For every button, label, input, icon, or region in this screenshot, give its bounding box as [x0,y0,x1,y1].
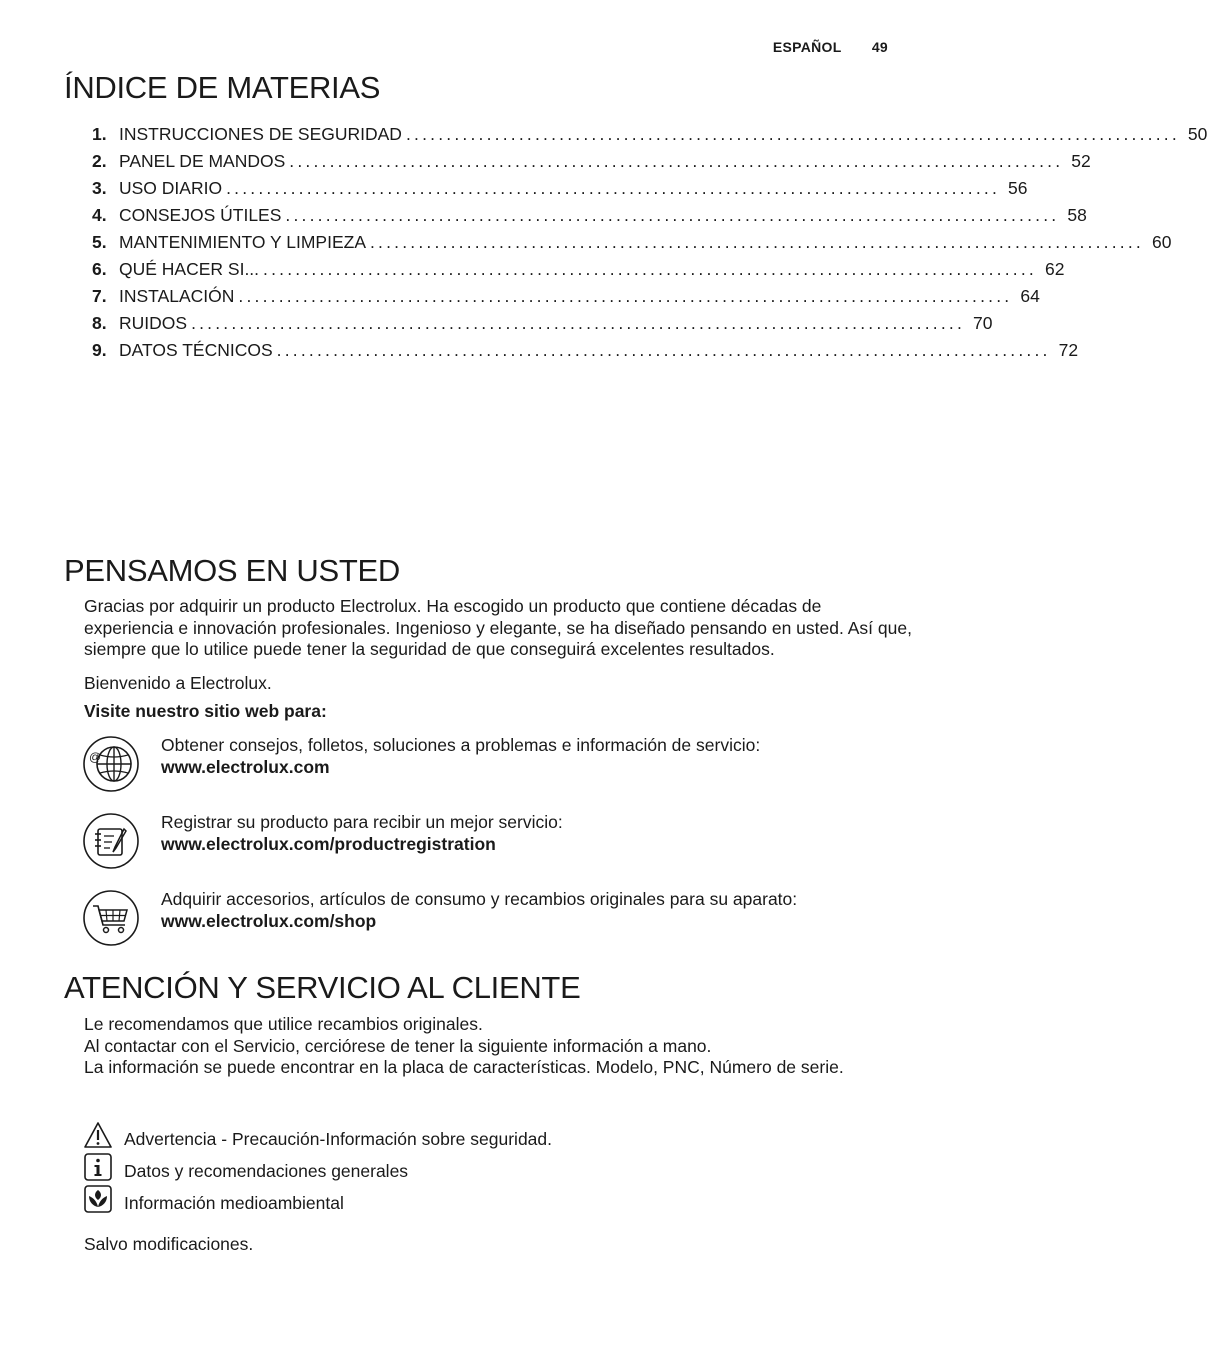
toc-item[interactable] [92,286,1040,313]
website-item-text-block [161,735,760,778]
legend-text: Información medioambiental [124,1193,344,1213]
welcome-text: Bienvenido a Electrolux. [84,673,272,693]
environment-leaf-icon [84,1185,112,1213]
toc-item-number: 8. [92,313,107,333]
toc-item-page: 60 [1151,232,1172,252]
toc-item-page: 50 [1187,124,1207,144]
toc-item-number: 7. [92,286,107,306]
toc-item-number: 4. [92,205,107,225]
toc-title: ÍNDICE DE MATERIAS [64,70,381,105]
toc-item[interactable] [92,124,1207,151]
toc-dot-leader: ................................................................................................ [289,151,1064,171]
website-description: Adquirir accesorios, artículos de consumo y recambios originales para su aparato: [161,889,798,909]
toc-item-label: MANTENIMIENTO Y LIMPIEZA [119,232,366,252]
toc-item-label: INSTRUCCIONES DE SEGURIDAD [119,124,402,144]
page-number: 49 [871,39,888,55]
toc-item-page: 72 [1058,340,1079,360]
toc-item[interactable] [92,340,1079,367]
toc-item-page: 56 [1008,178,1028,198]
website-link[interactable]: www.electrolux.com/productregistration [161,833,496,854]
info-icon [84,1153,112,1181]
legend-item-info [84,1161,684,1191]
website-item-text-block [161,812,563,855]
website-description: Registrar su producto para recibir un mejor servicio: [161,812,563,832]
language-label: ESPAÑOL [772,39,842,55]
visit-label: Visite nuestro sitio web para: [84,701,327,721]
legend-item-environment [84,1193,684,1223]
website-description: Obtener consejos, folletos, soluciones a problemas e información de servicio: [161,735,761,755]
toc-dot-leader: ................................................................................................ [226,178,1001,198]
toc-item[interactable] [92,259,1065,286]
toc-item-page: 52 [1071,151,1091,171]
website-item-text-block [161,889,797,932]
website-link[interactable]: www.electrolux.com [161,756,330,777]
toc-item-label: RUIDOS [119,313,188,333]
toc-item-label: DATOS TÉCNICOS [119,340,273,360]
toc-item[interactable] [92,151,1091,178]
toc-item[interactable] [92,178,1028,205]
globe-at-icon [82,735,140,793]
section-title-customer-care: ATENCIÓN Y SERVICIO AL CLIENTE [64,970,581,1005]
care-line: Al contactar con el Servicio, cerciórese de tener la siguiente información a mano. [84,1035,712,1056]
toc-dot-leader: ................................................................................................ [238,286,1013,306]
toc-item-label: QUÉ HACER SI... [119,259,260,279]
toc-dot-leader: ................................................................................................ [276,340,1051,360]
toc-dot-leader: ................................................................................................ [285,205,1060,225]
toc-item[interactable] [92,313,993,340]
toc-item-label: CONSEJOS ÚTILES [119,205,282,225]
intro-paragraph: Gracias por adquirir un producto Electrolux. Ha escogido un producto que contiene décadas de experiencia e innovación profesionales. Ingenioso y elegante, se ha diseñado pensando en usted. Así que, siempre que lo utilice puede tener la seguridad de que conseguirá excelentes resultados. [84,596,912,659]
customer-care-text [84,1014,914,1079]
footer-note: Salvo modificaciones. [84,1234,254,1254]
table-of-contents [92,124,1207,367]
toc-item-page: 64 [1020,286,1040,306]
website-link[interactable]: www.electrolux.com/shop [161,910,377,931]
toc-dot-leader: ................................................................................................ [370,232,1144,252]
toc-item-number: 9. [92,340,107,360]
toc-item-number: 5. [92,232,107,252]
warning-icon [84,1121,112,1149]
toc-item-number: 3. [92,178,107,198]
toc-dot-leader: ................................................................................................ [191,313,966,333]
legend-text: Advertencia - Precaución-Información sobre seguridad. [124,1129,552,1149]
toc-item-number: 1. [92,124,107,144]
toc-item[interactable] [92,205,1087,232]
toc-item-page: 70 [973,313,993,333]
section-title-thinking: PENSAMOS EN USTED [64,553,400,588]
shopping-cart-icon [82,889,140,947]
toc-dot-leader: ................................................................................................ [263,259,1037,279]
care-line: La información se puede encontrar en la placa de características. Modelo, PNC, Número de serie. [84,1057,844,1077]
toc-item-number: 6. [92,259,107,279]
toc-item-label: USO DIARIO [119,178,223,198]
toc-dot-leader: ................................................................................................ [405,124,1180,144]
toc-item-label: PANEL DE MANDOS [119,151,286,171]
toc-item-page: 62 [1045,259,1065,279]
registration-form-icon [82,812,140,870]
care-line: Le recomendamos que utilice recambios originales. [84,1014,483,1034]
toc-item-number: 2. [92,151,107,171]
toc-item-label: INSTALACIÓN [119,286,235,306]
page-header [773,39,888,55]
legend-item-warning [84,1129,684,1159]
toc-item-page: 58 [1067,205,1087,225]
toc-item[interactable] [92,232,1172,259]
legend-text: Datos y recomendaciones generales [124,1161,409,1181]
svg-text:@: @ [89,750,102,764]
